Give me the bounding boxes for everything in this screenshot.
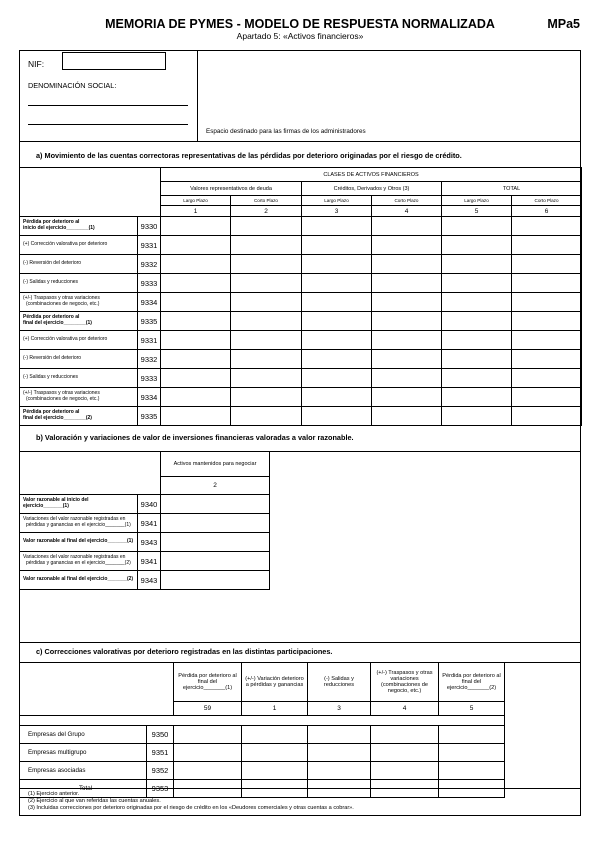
section-c-row-label: Empresas multigrupo [20, 744, 147, 762]
value-cell[interactable] [308, 744, 371, 762]
table-row [20, 255, 582, 274]
table-row [20, 552, 270, 571]
section-b-top-border [19, 425, 581, 426]
value-cell[interactable] [161, 514, 270, 533]
value-cell[interactable] [512, 388, 582, 407]
value-cell[interactable] [371, 744, 439, 762]
col-number-2: 2 [231, 206, 302, 217]
footnote-1: (1) Ejercicio anterior. [28, 791, 80, 797]
footnotes [28, 791, 354, 812]
section-a-table [19, 167, 582, 426]
section-c-body [20, 726, 550, 798]
row-code: 9331 [138, 236, 161, 255]
section-a-row-label-line-1: (+) Corrección valorativa por deterioro [23, 336, 108, 343]
row-code: 9332 [138, 255, 161, 274]
value-cell[interactable] [302, 407, 372, 426]
col-number-6: 6 [512, 206, 582, 217]
col-number-3: 3 [302, 206, 372, 217]
value-cell[interactable] [439, 762, 505, 780]
section-a-row-label [20, 274, 138, 293]
value-cell[interactable] [242, 726, 308, 744]
section-b-row-label-line-1: Variaciones del valor razonable registradas en [23, 554, 126, 561]
section-c-row-label: Empresas asociadas [20, 762, 147, 780]
firmas-label: Espacio destinado para las firmas de los administradores [206, 128, 366, 135]
subheader-corto-2: Corto Plazo [372, 196, 442, 206]
page-subtitle: Apartado 5: «Activos financieros» [236, 31, 364, 41]
value-cell[interactable] [161, 552, 270, 571]
section-a-row-label-line-2: inicio del ejercicio________(1) [23, 225, 95, 231]
value-cell[interactable] [371, 762, 439, 780]
value-cell[interactable] [302, 293, 372, 312]
table-row [20, 495, 270, 514]
identity-divider [197, 50, 198, 141]
row-code: 9341 [138, 552, 161, 571]
table-row [20, 762, 550, 780]
value-cell[interactable] [302, 236, 372, 255]
header-traspasos: (+/-) Traspasos y otras variaciones (combinaciones de negocio, etc.) [371, 663, 439, 702]
value-cell[interactable] [231, 407, 302, 426]
section-a-row-label-line-1: Pérdida por deterioro al [23, 409, 80, 416]
section-b-row-label [20, 514, 138, 533]
col-number-5: 5 [442, 206, 512, 217]
value-cell[interactable] [308, 762, 371, 780]
section-b-row-label-line-1: Valor razonable al inicio del ejercicio_______(1) [23, 497, 89, 509]
table-row [20, 331, 582, 350]
value-cell[interactable] [302, 369, 372, 388]
section-c-gap [20, 716, 505, 726]
section-a-row-label [20, 217, 138, 236]
table-row [20, 350, 582, 369]
value-cell[interactable] [442, 407, 512, 426]
value-cell[interactable] [242, 744, 308, 762]
value-cell[interactable] [442, 350, 512, 369]
table-row [20, 217, 582, 236]
value-cell[interactable] [372, 236, 442, 255]
section-b-corner [20, 452, 161, 495]
value-cell[interactable] [442, 255, 512, 274]
section-a-row-label [20, 350, 138, 369]
value-cell[interactable] [439, 726, 505, 744]
value-cell[interactable] [161, 274, 231, 293]
c-col-number-4: 4 [371, 702, 439, 716]
page-title: MEMORIA DE PYMES - MODELO DE RESPUESTA NORMALIZADA [105, 17, 495, 31]
value-cell[interactable] [161, 533, 270, 552]
section-a-row-label-line-1: (-) Reversión del deterioro [23, 355, 82, 362]
section-a-row-label-line-2: (combinaciones de negocio, etc.) [26, 396, 100, 402]
value-cell[interactable] [372, 331, 442, 350]
row-code: 9350 [147, 726, 174, 744]
row-code: 9351 [147, 744, 174, 762]
group-creditos: Créditos, Derivados y Otros (3) [302, 182, 442, 196]
section-a-row-label [20, 388, 138, 407]
nif-label: NIF: [28, 59, 45, 69]
table-row [20, 571, 270, 590]
col-number-4: 4 [372, 206, 442, 217]
value-cell[interactable] [442, 369, 512, 388]
section-a-row-label-line-1: Pérdida por deterioro al [23, 219, 80, 226]
table-row [20, 312, 582, 331]
row-code: 9331 [138, 331, 161, 350]
table-row [20, 533, 270, 552]
denominacion-label: DENOMINACIÓN SOCIAL: [28, 81, 117, 90]
value-cell[interactable] [174, 726, 242, 744]
section-c-row-label: Empresas del Grupo [20, 726, 147, 744]
value-cell[interactable] [512, 236, 582, 255]
section-a-row-label [20, 255, 138, 274]
denominacion-line-2[interactable] [28, 124, 188, 125]
section-a-row-label-line-1: (-) Salidas y reducciones [23, 374, 79, 381]
section-a-row-label-line-1: (-) Salidas y reducciones [23, 279, 79, 286]
header-perdida-inicio: Pérdida por deterioro al final del ejercicio_______(1) [174, 663, 242, 702]
section-a-row-label [20, 407, 138, 426]
value-cell[interactable] [372, 293, 442, 312]
value-cell[interactable] [308, 726, 371, 744]
value-cell[interactable] [371, 726, 439, 744]
row-code: 9352 [147, 762, 174, 780]
table-row [20, 407, 582, 426]
c-col-number-3: 3 [308, 702, 371, 716]
subheader-largo-1: Largo Plazo [161, 196, 231, 206]
value-cell[interactable] [302, 312, 372, 331]
row-code: 9343 [138, 571, 161, 590]
section-b-row-label [20, 552, 138, 571]
denominacion-line-1[interactable] [28, 105, 188, 106]
section-a-row-label-line-2: final del ejercicio________(1) [23, 320, 92, 326]
value-cell[interactable] [161, 236, 231, 255]
value-cell[interactable] [161, 369, 231, 388]
value-cell[interactable] [231, 350, 302, 369]
header-perdida-final: Pérdida por deterioro al final del ejercicio_______(2) [439, 663, 505, 702]
row-code: 9341 [138, 514, 161, 533]
value-cell[interactable] [512, 407, 582, 426]
section-a-row-label-line-1: (+/-) Traspasos y otras variaciones [23, 390, 100, 397]
section-a-row-label [20, 331, 138, 350]
row-code: 9343 [138, 533, 161, 552]
section-b-col-number: 2 [161, 477, 270, 495]
table-row [20, 726, 550, 744]
value-cell[interactable] [302, 350, 372, 369]
value-cell[interactable] [372, 274, 442, 293]
value-cell[interactable] [174, 762, 242, 780]
value-cell[interactable] [161, 331, 231, 350]
row-code: 9334 [138, 293, 161, 312]
value-cell[interactable] [372, 407, 442, 426]
section-a-row-label [20, 369, 138, 388]
row-code: 9335 [138, 312, 161, 331]
row-code: 9353 [147, 780, 174, 798]
value-cell[interactable] [161, 350, 231, 369]
value-cell[interactable] [512, 255, 582, 274]
section-a-title: a) Movimiento de las cuentas correctoras representativas de las pérdidas por deterioro originadas por el riesgo de crédito. [36, 151, 462, 160]
value-cell[interactable] [161, 217, 231, 236]
nif-input[interactable] [62, 52, 166, 70]
value-cell[interactable] [242, 762, 308, 780]
header-salidas: (-) Salidas y reducciones [308, 663, 371, 702]
footnote-2: (2) Ejercicio al que van referidas las cuentas anuales. [28, 798, 161, 804]
value-cell[interactable] [161, 312, 231, 331]
section-b-table [19, 451, 270, 590]
subheader-corto-total: Corto Plazo [512, 196, 582, 206]
form-code: MPa5 [547, 17, 580, 31]
value-cell[interactable] [512, 369, 582, 388]
group-valores: Valores representativos de deuda [161, 182, 302, 196]
value-cell[interactable] [372, 388, 442, 407]
value-cell[interactable] [231, 255, 302, 274]
value-cell[interactable] [231, 274, 302, 293]
value-cell[interactable] [161, 293, 231, 312]
section-c-row-label: Total [20, 780, 147, 798]
subheader-largo-total: Largo Plazo [442, 196, 512, 206]
c-col-number-5: 5 [439, 702, 505, 716]
value-cell[interactable] [174, 744, 242, 762]
value-cell[interactable] [231, 236, 302, 255]
row-code: 9332 [138, 350, 161, 369]
activos-negociar-header: Activos mantenidos para negociar [161, 452, 270, 477]
value-cell[interactable] [442, 236, 512, 255]
table-row [20, 293, 582, 312]
value-cell[interactable] [302, 388, 372, 407]
section-a-row-label-line-1: (+/-) Traspasos y otras variaciones [23, 295, 100, 302]
group-total: TOTAL [442, 182, 582, 196]
subheader-corto-1: Corto Plazo [231, 196, 302, 206]
value-cell[interactable] [231, 312, 302, 331]
value-cell[interactable] [372, 369, 442, 388]
section-c-table [19, 662, 550, 798]
value-cell[interactable] [302, 255, 372, 274]
value-cell[interactable] [442, 217, 512, 236]
value-cell[interactable] [512, 312, 582, 331]
value-cell[interactable] [161, 495, 270, 514]
section-a-row-label-line-1: (+) Corrección valorativa por deterioro [23, 241, 108, 248]
row-code: 9333 [138, 369, 161, 388]
section-a-row-label-line-1: (-) Reversión del deterioro [23, 260, 82, 267]
value-cell[interactable] [161, 407, 231, 426]
value-cell[interactable] [512, 274, 582, 293]
value-cell[interactable] [439, 744, 505, 762]
value-cell[interactable] [372, 255, 442, 274]
section-b-row-label [20, 533, 138, 552]
value-cell[interactable] [161, 571, 270, 590]
section-b-title: b) Valoración y variaciones de valor de inversiones financieras valoradas a valor razonable. [36, 433, 354, 442]
table-row [20, 369, 582, 388]
value-cell[interactable] [512, 217, 582, 236]
section-a-row-label [20, 293, 138, 312]
section-b-row-label [20, 495, 138, 514]
section-b-row-label-line-2: pérdidas y ganancias en el ejercicio_______(2) [26, 560, 131, 566]
value-cell[interactable] [231, 388, 302, 407]
section-c-top-border [19, 642, 581, 643]
value-cell[interactable] [372, 217, 442, 236]
footnotes-border [19, 788, 581, 789]
subheader-largo-2: Largo Plazo [302, 196, 372, 206]
section-c-title: c) Correcciones valorativas por deterioro registradas en las distintas participaciones. [36, 647, 333, 656]
value-cell[interactable] [231, 217, 302, 236]
table-row [20, 744, 550, 762]
value-cell[interactable] [302, 217, 372, 236]
value-cell[interactable] [231, 293, 302, 312]
section-a-row-label [20, 312, 138, 331]
value-cell[interactable] [442, 274, 512, 293]
value-cell[interactable] [231, 369, 302, 388]
value-cell[interactable] [512, 293, 582, 312]
header-variacion: (+/-) Variación deterioro a pérdidas y ganancias [242, 663, 308, 702]
row-code: 9340 [138, 495, 161, 514]
section-b-row-label [20, 571, 138, 590]
value-cell[interactable] [442, 293, 512, 312]
section-b-row-label-line-1: Valor razonable al final del ejercicio_______(2) [23, 576, 134, 583]
row-code: 9333 [138, 274, 161, 293]
table-row [20, 514, 270, 533]
section-b-body [20, 495, 270, 590]
section-c-spacer [505, 663, 550, 726]
col-number-1: 1 [161, 206, 231, 217]
section-a-corner [20, 168, 161, 217]
value-cell[interactable] [442, 331, 512, 350]
footnote-3: (3) Incluidas correcciones por deterioro originadas por el riesgo de crédito en los «Deudores comerciales y otras cuentas a cobrar». [28, 805, 354, 811]
value-cell[interactable] [512, 350, 582, 369]
section-a-row-label-line-2: final del ejercicio________(2) [23, 415, 92, 421]
value-cell[interactable] [231, 331, 302, 350]
identity-bottom-border [19, 141, 581, 142]
section-a-row-label-line-1: Pérdida por deterioro al [23, 314, 80, 321]
clases-header: CLASES DE ACTIVOS FINANCIEROS [161, 168, 582, 182]
value-cell[interactable] [442, 312, 512, 331]
section-a-row-label-line-2: (combinaciones de negocio, etc.) [26, 301, 100, 307]
section-b-row-label-line-2: pérdidas y ganancias en el ejercicio_______(1) [26, 522, 131, 528]
section-b-row-label-line-1: Valor razonable al final del ejercicio_______(1) [23, 538, 134, 545]
row-code: 9330 [138, 217, 161, 236]
table-row [20, 388, 582, 407]
value-cell[interactable] [161, 388, 231, 407]
value-cell[interactable] [442, 388, 512, 407]
table-row [20, 274, 582, 293]
value-cell[interactable] [372, 312, 442, 331]
row-code: 9335 [138, 407, 161, 426]
value-cell[interactable] [302, 274, 372, 293]
value-cell[interactable] [372, 350, 442, 369]
section-a-body [20, 217, 582, 426]
c-col-number-1: 59 [174, 702, 242, 716]
table-row [20, 236, 582, 255]
section-c-corner [20, 663, 174, 716]
section-a-row-label [20, 236, 138, 255]
value-cell[interactable] [302, 331, 372, 350]
value-cell[interactable] [512, 331, 582, 350]
row-code: 9334 [138, 388, 161, 407]
value-cell[interactable] [161, 255, 231, 274]
c-col-number-2: 1 [242, 702, 308, 716]
section-b-row-label-line-1: Variaciones del valor razonable registradas en [23, 516, 126, 523]
